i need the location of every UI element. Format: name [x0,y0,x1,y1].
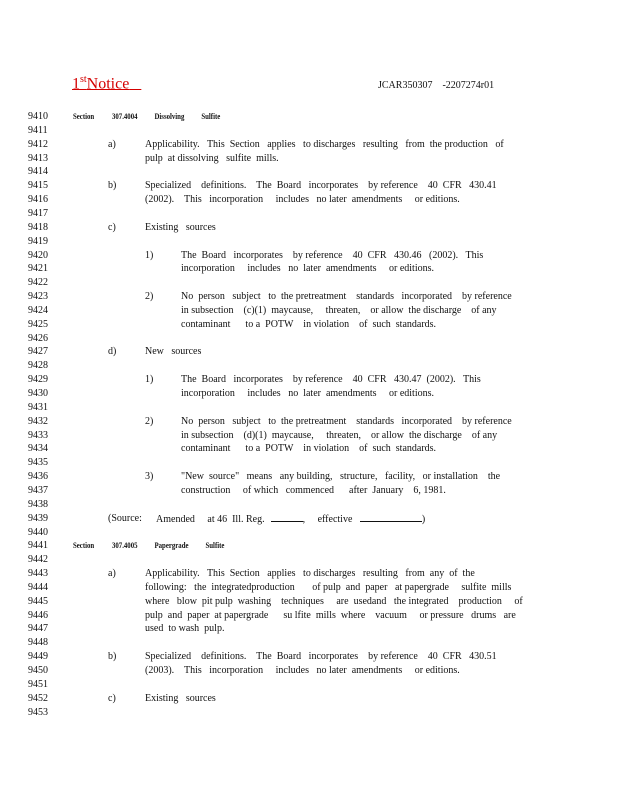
document-line [0,276,618,290]
item-label: a) [108,138,116,150]
item-label: 1) [145,249,154,261]
line-number: 9431 [28,401,48,413]
document-line [0,124,618,138]
document-line [0,539,618,553]
line-number: 9448 [28,637,48,649]
line-text: pulp and paper at papergrade su lfite mills where vacuum or pressure drums are [145,609,516,621]
line-number: 9434 [28,443,48,455]
item-label: (Source: [108,512,142,524]
line-text: (2002). This incorporation includes no later amendments or editions. [145,194,460,206]
line-number: 9439 [28,512,48,524]
document-line [0,484,618,498]
line-number: 9437 [28,484,48,496]
document-line [0,165,618,179]
document-line [0,207,618,221]
line-number: 9443 [28,568,48,580]
document-line [0,498,618,512]
line-number: 9423 [28,291,48,303]
document-line [0,429,618,443]
line-number: 9433 [28,429,48,441]
item-label: 1) [145,374,154,386]
line-number: 9435 [28,457,48,469]
document-line [0,442,618,456]
line-number: 9411 [28,124,48,136]
line-number: 9427 [28,346,48,358]
line-number: 9447 [28,623,48,635]
line-text: incorporation includes no later amendments or editions. [181,388,434,399]
document-line [0,415,618,429]
line-text: where blow pit pulp washing techniques are usedand the integrated production of [145,595,523,607]
line-number: 9422 [28,277,48,289]
line-number: 9436 [28,471,48,483]
item-label: 2) [145,415,154,427]
document-line [0,235,618,249]
line-number: 9441 [28,540,48,552]
line-number: 9416 [28,194,48,206]
document-line [0,470,618,484]
section-heading: 307.4005 Papergrade Sulfite [112,541,225,551]
document-line [0,636,618,650]
line-text: used to wash pulp. [145,623,225,635]
document-line [0,138,618,152]
line-number: 9410 [28,111,48,122]
line-number: 9426 [28,332,48,344]
line-text: Amended at 46 Ill. Reg. , effective ) [156,513,426,525]
notice-number: 1 [72,75,80,93]
document-line [0,318,618,332]
line-number: 9415 [28,180,48,192]
line-number: 9442 [28,554,48,566]
line-number: 9420 [28,249,48,261]
document-line [0,359,618,373]
item-label: c) [108,692,116,704]
line-text: construction of which commenced after January 6, 1981. [181,484,446,496]
line-number: 9432 [28,415,48,427]
document-line [0,706,618,720]
line-number: 9417 [28,207,48,219]
line-text: contaminant to a POTW in violation of such standards. [181,443,437,455]
line-text: Existing sources [145,221,216,233]
document-line [0,526,618,540]
document-line [0,567,618,581]
document-line [0,622,618,636]
item-label: b) [108,180,117,192]
blank-field [271,512,303,522]
line-number: 9445 [28,595,48,607]
line-text: Applicability. This Section applies to discharges resulting from any of the [145,568,475,580]
section-label: Section [73,541,95,551]
document-line [0,595,618,609]
document-line [0,262,618,276]
line-text: The Board incorporates by reference 40 CFR 430.47 (2002). This [181,374,481,386]
line-text: "New source" means any building, structure, facility, or installation the [181,471,501,483]
line-number: 9428 [28,360,48,372]
document-line [0,692,618,706]
document-line [0,609,618,623]
line-text: in subsection (c)(1) maycause, threaten, or allow the discharge of any [181,304,497,316]
item-label: 2) [145,291,154,303]
document-line [0,193,618,207]
notice-superscript: st [80,74,87,85]
document-line [0,110,618,124]
section-heading: 307.4004 Dissolving Sulfite [112,112,221,121]
line-number: 9424 [28,304,48,316]
document-line [0,345,618,359]
line-text: contaminant to a POTW in violation of such standards. [181,318,437,330]
document-line [0,152,618,166]
line-text-suffix: , effective [302,513,360,525]
line-number: 9425 [28,318,48,330]
line-number: 9440 [28,526,48,538]
line-number: 9450 [28,665,48,676]
line-text: The Board incorporates by reference 40 CFR 430.46 (2002). This [181,249,484,261]
document-code: JCAR350307 -2207274r01 [378,80,495,91]
section-label: Section [73,112,95,121]
document-line [0,456,618,470]
line-number: 9430 [28,388,48,399]
line-number: 9453 [28,706,48,718]
document-line [0,664,618,678]
item-label: a) [108,568,116,580]
line-number: 9451 [28,678,48,690]
document-line [0,304,618,318]
line-number: 9414 [28,166,48,178]
line-text: Existing sources [145,692,216,704]
item-label: c) [108,221,116,233]
document-line [0,373,618,387]
item-label: 3) [145,471,154,483]
line-number: 9421 [28,263,48,275]
line-text: incorporation includes no later amendments or editions. [181,263,434,275]
document-line [0,290,618,304]
line-text: Applicability. This Section applies to discharges resulting from the production of [145,138,504,150]
line-text: (2003). This incorporation includes no later amendments or editions. [145,665,460,676]
line-text: Specialized definitions. The Board incorporates by reference 40 CFR 430.51 [145,651,497,663]
document-line [0,401,618,415]
line-number: 9446 [28,609,48,621]
notice-word: Notice [86,75,130,93]
document-line [0,581,618,595]
line-text: No person subject to the pretreatment standards incorporated by reference [181,415,512,427]
line-text: No person subject to the pretreatment standards incorporated by reference [181,291,512,303]
document-line [0,387,618,401]
line-text: Specialized definitions. The Board incorporates by reference 40 CFR 430.41 [145,180,497,192]
line-number: 9413 [28,152,48,164]
line-text: pulp at dissolving sulfite mills. [145,152,279,164]
blank-field [360,512,422,522]
line-text-suffix: ) [421,513,426,525]
line-text: in subsection (d)(1) maycause, threaten, or allow the discharge of any [181,429,498,441]
document-line [0,179,618,193]
line-number: 9419 [28,235,48,247]
line-text: New sources [145,346,202,358]
document-line [0,553,618,567]
line-number: 9449 [28,651,48,663]
line-number: 9418 [28,221,48,233]
document-line [0,221,618,235]
document-line [0,332,618,346]
line-number: 9444 [28,581,48,593]
line-text: following: the integratedproduction of pulp and paper at papergrade sulfite mills [145,581,512,593]
item-label: d) [108,346,117,358]
document-line [0,249,618,263]
notice-title [72,74,141,93]
line-number: 9452 [28,692,48,704]
document-line [0,650,618,664]
line-number: 9429 [28,374,48,386]
document-line [0,512,618,526]
item-label: b) [108,651,117,663]
document-line [0,678,618,692]
line-number: 9412 [28,138,48,150]
line-number: 9438 [28,498,48,510]
